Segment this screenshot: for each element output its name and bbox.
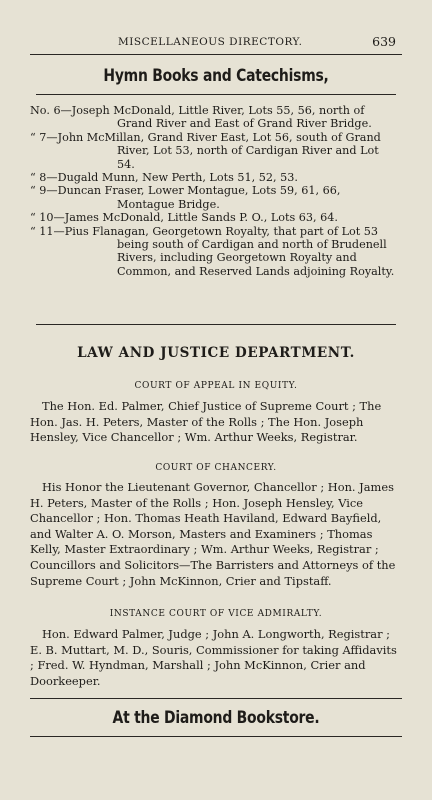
entry-list — [30, 104, 400, 278]
entry-item: No. 6—Joseph McDonald, Little River, Lots 55, 56, north of Grand River and East of Grand River Bridge. — [30, 104, 372, 131]
department-top-rule — [36, 324, 396, 325]
entry-item: “ 10—James McDonald, Little Sands P. O., Lots 63, 64. — [30, 211, 338, 225]
section-title: Hymn Books and Catechisms, — [103, 66, 329, 86]
bottom-rule — [30, 736, 402, 737]
court-name: COURT OF APPEAL IN EQUITY. — [134, 381, 298, 391]
section-rule — [36, 94, 396, 95]
top-rule — [30, 54, 402, 55]
entry-item: “ 9—Duncan Fraser, Lower Montague, Lots 59, 61, 66, Montague Bridge. — [30, 184, 341, 211]
running-head — [0, 36, 432, 50]
footer-text: At the Diamond Bookstore. — [112, 708, 320, 728]
court-name: INSTANCE COURT OF VICE ADMIRALTY. — [109, 609, 323, 619]
entry-item: “ 8—Dugald Munn, New Perth, Lots 51, 52, 53. — [30, 171, 298, 185]
court-body: His Honor the Lieutenant Governor, Chancellor ; Hon. James H. Peters, Master of the Rolls ; Hon. Joseph Hensley, Vice Chancellor ; Hon. Thomas Heath Haviland, Edward Bayfield, and Walter A. O. Morson, Masters and Examiners ; Thomas Kelly, Master Extraordinary ; Wm. Arthur Weeks, Registrar ; Councillors and Solicitors—The Barristers and Attorneys of the Supreme Court ; John McKinnon, Crier and Tipstaff. — [30, 480, 396, 588]
page-number: 639 — [372, 34, 396, 49]
footer-rule — [30, 698, 402, 699]
court-name: COURT OF CHANCERY. — [155, 463, 277, 473]
department-title: LAW AND JUSTICE DEPARTMENT. — [77, 345, 355, 361]
entry-item: “ 7—John McMillan, Grand River East, Lot 56, south of Grand River, Lot 53, north of Cardigan River and Lot 54. — [30, 130, 381, 171]
running-title: MISCELLANEOUS DIRECTORY. — [118, 36, 303, 48]
court-body: The Hon. Ed. Palmer, Chief Justice of Supreme Court ; The Hon. Jas. H. Peters, Master of the Rolls ; The Hon. Joseph Hensley, Vice Chancellor ; Wm. Arthur Weeks, Registrar. — [30, 399, 382, 445]
court-body: Hon. Edward Palmer, Judge ; John A. Longworth, Registrar ; E. B. Muttart, M. D., Souris, Commissioner for taking Affidavits ; Fred. W. Hyndman, Marshall ; John McKinnon, Crier and Doorkeeper. — [30, 627, 397, 688]
entry-item: “ 11—Pius Flanagan, Georgetown Royalty, that part of Lot 53 being south of Cardigan and north of Brudenell Rivers, including Georgetown Royalty and Common, and Reserved Lands adjoining Royalty. — [30, 224, 395, 278]
